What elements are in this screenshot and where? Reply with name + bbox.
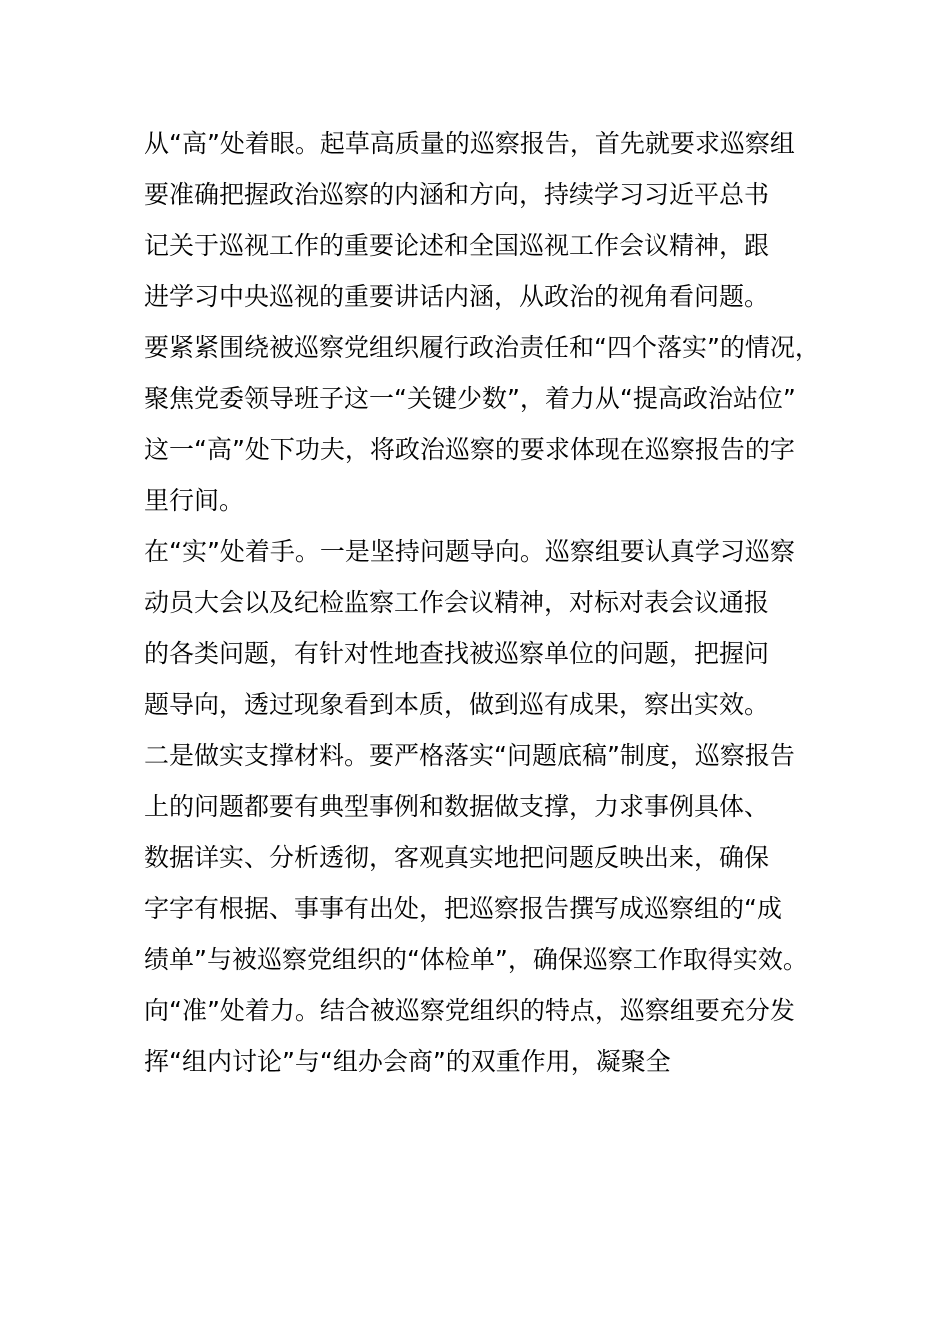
text-line: 数据详实、分析透彻，客观真实地把问题反映出来，确保 — [144, 843, 770, 872]
text-line: 聚焦党委领导班子这一“关键少数”，着力从“提高政治站位” — [144, 384, 796, 413]
text-line: 挥“组内讨论”与“组办会商”的双重作用，凝聚全 — [144, 1047, 671, 1076]
text-line: 动员大会以及纪检监察工作会议精神，对标对表会议通报 — [144, 588, 770, 617]
text-line: 上的问题都要有典型事例和数据做支撑，力求事例具体、 — [144, 792, 770, 821]
text-line: 要准确把握政治巡察的内涵和方向，持续学习习近平总书 — [144, 180, 770, 209]
text-line: 这一“高”处下功夫，将政治巡察的要求体现在巡察报告的字 — [144, 435, 795, 464]
text-line: 在“实”处着手。一是坚持问题导向。巡察组要认真学习巡察 — [144, 537, 795, 566]
text-line: 绩单”与被巡察党组织的“体检单”，确保巡察工作取得实效。 — [144, 945, 808, 974]
text-line: 二是做实支撑材料。要严格落实“问题底稿”制度，巡察报告 — [144, 741, 795, 770]
body-text — [144, 118, 844, 1087]
text-line: 字字有根据、事事有出处，把巡察报告撰写成巡察组的“成 — [144, 894, 782, 923]
text-line: 进学习中央巡视的重要讲话内涵，从政治的视角看问题。 — [144, 282, 770, 311]
text-line: 题导向，透过现象看到本质，做到巡有成果，察出实效。 — [144, 690, 770, 719]
text-line: 的各类问题，有针对性地查找被巡察单位的问题，把握问 — [144, 639, 770, 668]
text-line: 里行间。 — [144, 486, 245, 515]
text-line: 记关于巡视工作的重要论述和全国巡视工作会议精神，跟 — [144, 231, 770, 260]
text-line: 从“高”处着眼。起草高质量的巡察报告，首先就要求巡察组 — [144, 129, 795, 158]
text-line: 向“准”处着力。结合被巡察党组织的特点，巡察组要充分发 — [144, 996, 795, 1025]
text-line: 要紧紧围绕被巡察党组织履行政治责任和“四个落实”的情况， — [144, 333, 820, 362]
